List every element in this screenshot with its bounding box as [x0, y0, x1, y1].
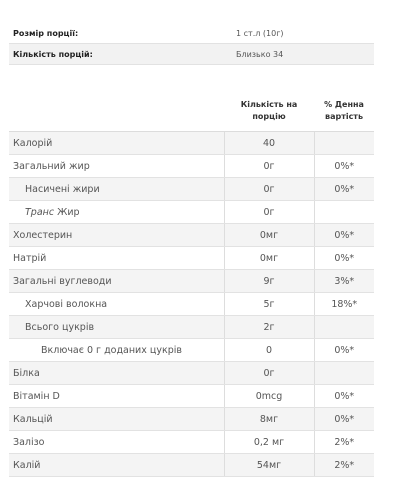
table-row: [9, 293, 374, 316]
nutrient-name: Загальний жир: [9, 155, 224, 178]
nutrient-name: [9, 201, 224, 224]
header-dv-line1: % Денна: [324, 100, 364, 109]
table-row: [9, 408, 374, 431]
table-row: [9, 385, 374, 408]
nutrient-amount: 9г: [224, 270, 314, 293]
table-row: [9, 362, 374, 385]
table-row: [9, 178, 374, 201]
nutrient-amount: 54мг: [224, 454, 314, 477]
nutrient-dv: 2%*: [314, 431, 374, 454]
header-amount-line2: порцію: [252, 112, 286, 121]
nutrient-dv: 0%*: [314, 408, 374, 431]
nutrient-amount: 0мг: [224, 224, 314, 247]
nutrient-dv: 18%*: [314, 293, 374, 316]
nutrient-dv: 0%*: [314, 178, 374, 201]
servings-count-row: [9, 44, 374, 65]
nutrient-name: Загальні вуглеводи: [9, 270, 224, 293]
table-row: [9, 339, 374, 362]
table-row: [9, 247, 374, 270]
nutrient-name: Кальцій: [9, 408, 224, 431]
nutrient-amount: 2г: [224, 316, 314, 339]
nutrient-name: Включає 0 г доданих цукрів: [9, 339, 224, 362]
serving-size-value: 1 ст.л (10г): [224, 23, 374, 44]
nutrient-amount: 0mcg: [224, 385, 314, 408]
nutrient-amount: 0: [224, 339, 314, 362]
nutrient-name: Вітамін D: [9, 385, 224, 408]
nutrient-amount: 0мг: [224, 247, 314, 270]
nutrient-name: Білка: [9, 362, 224, 385]
table-row: [9, 431, 374, 454]
table-row: [9, 201, 374, 224]
nutrient-amount: 0г: [224, 155, 314, 178]
header-dv-line2: вартість: [325, 112, 364, 121]
column-header-row: [9, 91, 374, 132]
nutrient-name: Харчові волокна: [9, 293, 224, 316]
table-row: [9, 132, 374, 155]
nutrient-amount: 0г: [224, 362, 314, 385]
spacer: [9, 65, 374, 92]
serving-size-row: [9, 23, 374, 44]
nutrient-dv: 3%*: [314, 270, 374, 293]
header-amount-line1: Кількість на: [240, 100, 298, 109]
table-row: [9, 316, 374, 339]
trans-prefix: Транс: [25, 206, 55, 218]
nutrient-amount: 8мг: [224, 408, 314, 431]
table-row: [9, 224, 374, 247]
nutrient-dv: [314, 132, 374, 155]
table-row: [9, 454, 374, 477]
nutrient-dv: 2%*: [314, 454, 374, 477]
header-amount: [224, 91, 314, 132]
nutrient-amount: 5г: [224, 293, 314, 316]
nutrient-dv: [314, 362, 374, 385]
nutrition-table: [9, 23, 374, 477]
nutrient-amount: 0г: [224, 201, 314, 224]
header-empty: [9, 91, 224, 132]
nutrient-name: Всього цукрів: [9, 316, 224, 339]
table-row: [9, 270, 374, 293]
nutrient-dv: 0%*: [314, 224, 374, 247]
nutrient-dv: [314, 316, 374, 339]
nutrient-name: Калій: [9, 454, 224, 477]
nutrient-name: Холестерин: [9, 224, 224, 247]
nutrient-amount: 40: [224, 132, 314, 155]
serving-size-label: Розмір порції:: [9, 23, 224, 44]
nutrient-name: Насичені жири: [9, 178, 224, 201]
table-row: [9, 155, 374, 178]
servings-count-label: Кількість порцій:: [9, 44, 224, 65]
nutrient-dv: 0%*: [314, 155, 374, 178]
nutrient-dv: 0%*: [314, 339, 374, 362]
nutrient-name: Натрій: [9, 247, 224, 270]
nutrient-dv: [314, 201, 374, 224]
trans-suffix: Жир: [54, 206, 80, 218]
nutrition-facts: [9, 23, 374, 477]
nutrient-amount: 0г: [224, 178, 314, 201]
servings-count-value: Близько 34: [224, 44, 374, 65]
nutrient-dv: 0%*: [314, 247, 374, 270]
nutrient-dv: 0%*: [314, 385, 374, 408]
nutrient-name: Залізо: [9, 431, 224, 454]
header-daily-value: [314, 91, 374, 132]
nutrient-name: Калорій: [9, 132, 224, 155]
nutrient-amount: 0,2 мг: [224, 431, 314, 454]
